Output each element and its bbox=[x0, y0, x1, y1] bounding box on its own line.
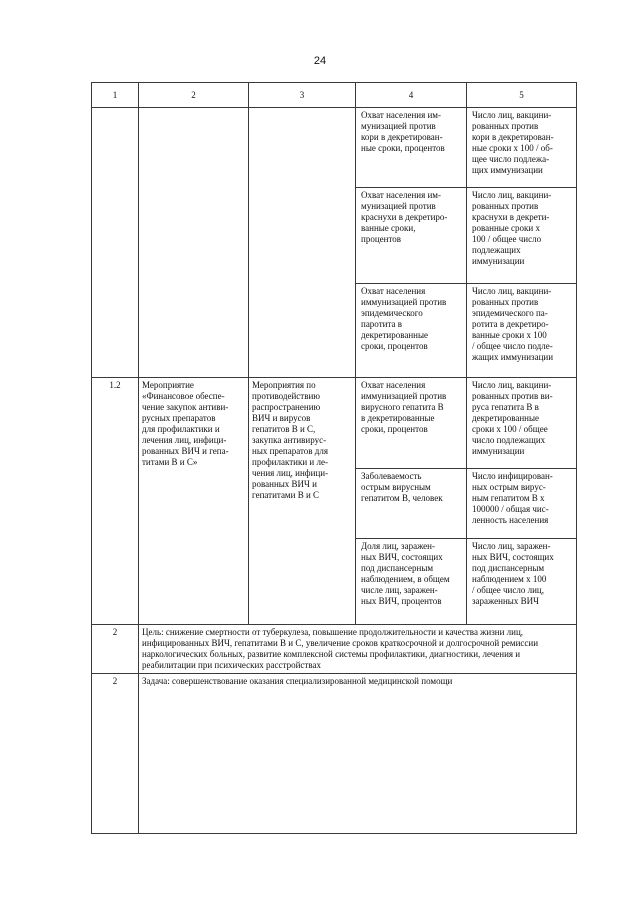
table-row bbox=[92, 108, 577, 188]
column-header-4: 4 bbox=[356, 83, 467, 108]
task-number-cell: 2 bbox=[92, 674, 139, 834]
row-number-cell bbox=[92, 108, 139, 378]
indicator-cell: Заболеваемость острым вирусным гепатитом В, человек bbox=[356, 469, 467, 539]
program-table bbox=[91, 82, 577, 834]
indicator-cell: Охват населения им- мунизацией против краснухи в декретиро- ванные сроки, процентов bbox=[356, 188, 467, 284]
column-header-3: 3 bbox=[249, 83, 356, 108]
formula-cell: Число лиц, вакцини- рованных против краснухи в декрети- рованные сроки х 100 / общее число подлежащих иммунизации bbox=[467, 188, 577, 284]
table-header-row bbox=[92, 83, 577, 108]
formula-cell: Число лиц, вакцини- рованных против кори в декретирован- ные сроки х 100 / об- щее число подлежа- щих иммунизации bbox=[467, 108, 577, 188]
indicator-cell: Доля лиц, заражен- ных ВИЧ, состоящих под диспансерным наблюдением, в общем числе лиц, заражен- ных ВИЧ, процентов bbox=[356, 539, 467, 625]
task-text-cell: Задача: совершенствование оказания специализированной медицинской помощи bbox=[139, 674, 577, 834]
measure-cell: Мероприятие «Финансовое обеспе- чение закупок антиви- русных препаратов для профилактики и лечения лиц, инфици- рованных ВИЧ и гепа- титами В и С» bbox=[139, 378, 249, 625]
measure-cell bbox=[139, 108, 249, 378]
formula-cell: Число лиц, вакцини- рованных против эпидемического па- ротита в декретиро- ванные сроки х 100 / общее число подле- жащих иммунизации bbox=[467, 284, 577, 378]
formula-cell: Число инфицирован- ных острым вирус- ным гепатитом В х 100000 / общая чис- ленность населения bbox=[467, 469, 577, 539]
row-number-cell: 1.2 bbox=[92, 378, 139, 625]
column-header-1: 1 bbox=[92, 83, 139, 108]
formula-cell: Число лиц, вакцини- рованных против ви- руса гепатита В в декретированные сроки х 100 / общее число подлежащих иммунизации bbox=[467, 378, 577, 469]
indicator-cell: Охват населения им- мунизацией против кори в декретирован- ные сроки, процентов bbox=[356, 108, 467, 188]
description-cell: Мероприятия по противодействию распространению ВИЧ и вирусов гепатитов В и С, закупка антивирус- ных препаратов для профилактики и ле- чения лиц, инфици- рованных ВИЧ и гепатитами В и С bbox=[249, 378, 356, 625]
description-cell bbox=[249, 108, 356, 378]
column-header-5: 5 bbox=[467, 83, 577, 108]
goal-number-cell: 2 bbox=[92, 625, 139, 674]
goal-text-cell: Цель: снижение смертности от туберкулеза, повышение продолжительности и качества жизни лиц, инфицированных ВИЧ, гепатитами В и С, увеличение сроков краткосрочной и долгосрочной ремиссии наркологических больных, развитие комплексной системы профилактики, диагностики, лечения и реабилитации при психических расстройствах bbox=[139, 625, 577, 674]
column-header-2: 2 bbox=[139, 83, 249, 108]
page-number: 24 bbox=[313, 55, 327, 67]
indicator-cell: Охват населения иммунизацией против эпидемического паротита в декретированные сроки, процентов bbox=[356, 284, 467, 378]
formula-cell: Число лиц, заражен- ных ВИЧ, состоящих под диспансерным наблюдением х 100 / общее число лиц, зараженных ВИЧ bbox=[467, 539, 577, 625]
table-row bbox=[92, 378, 577, 469]
task-row bbox=[92, 674, 577, 834]
indicator-cell: Охват населения иммунизацией против вирусного гепатита В в декретированные сроки, процентов bbox=[356, 378, 467, 469]
goal-row bbox=[92, 625, 577, 674]
